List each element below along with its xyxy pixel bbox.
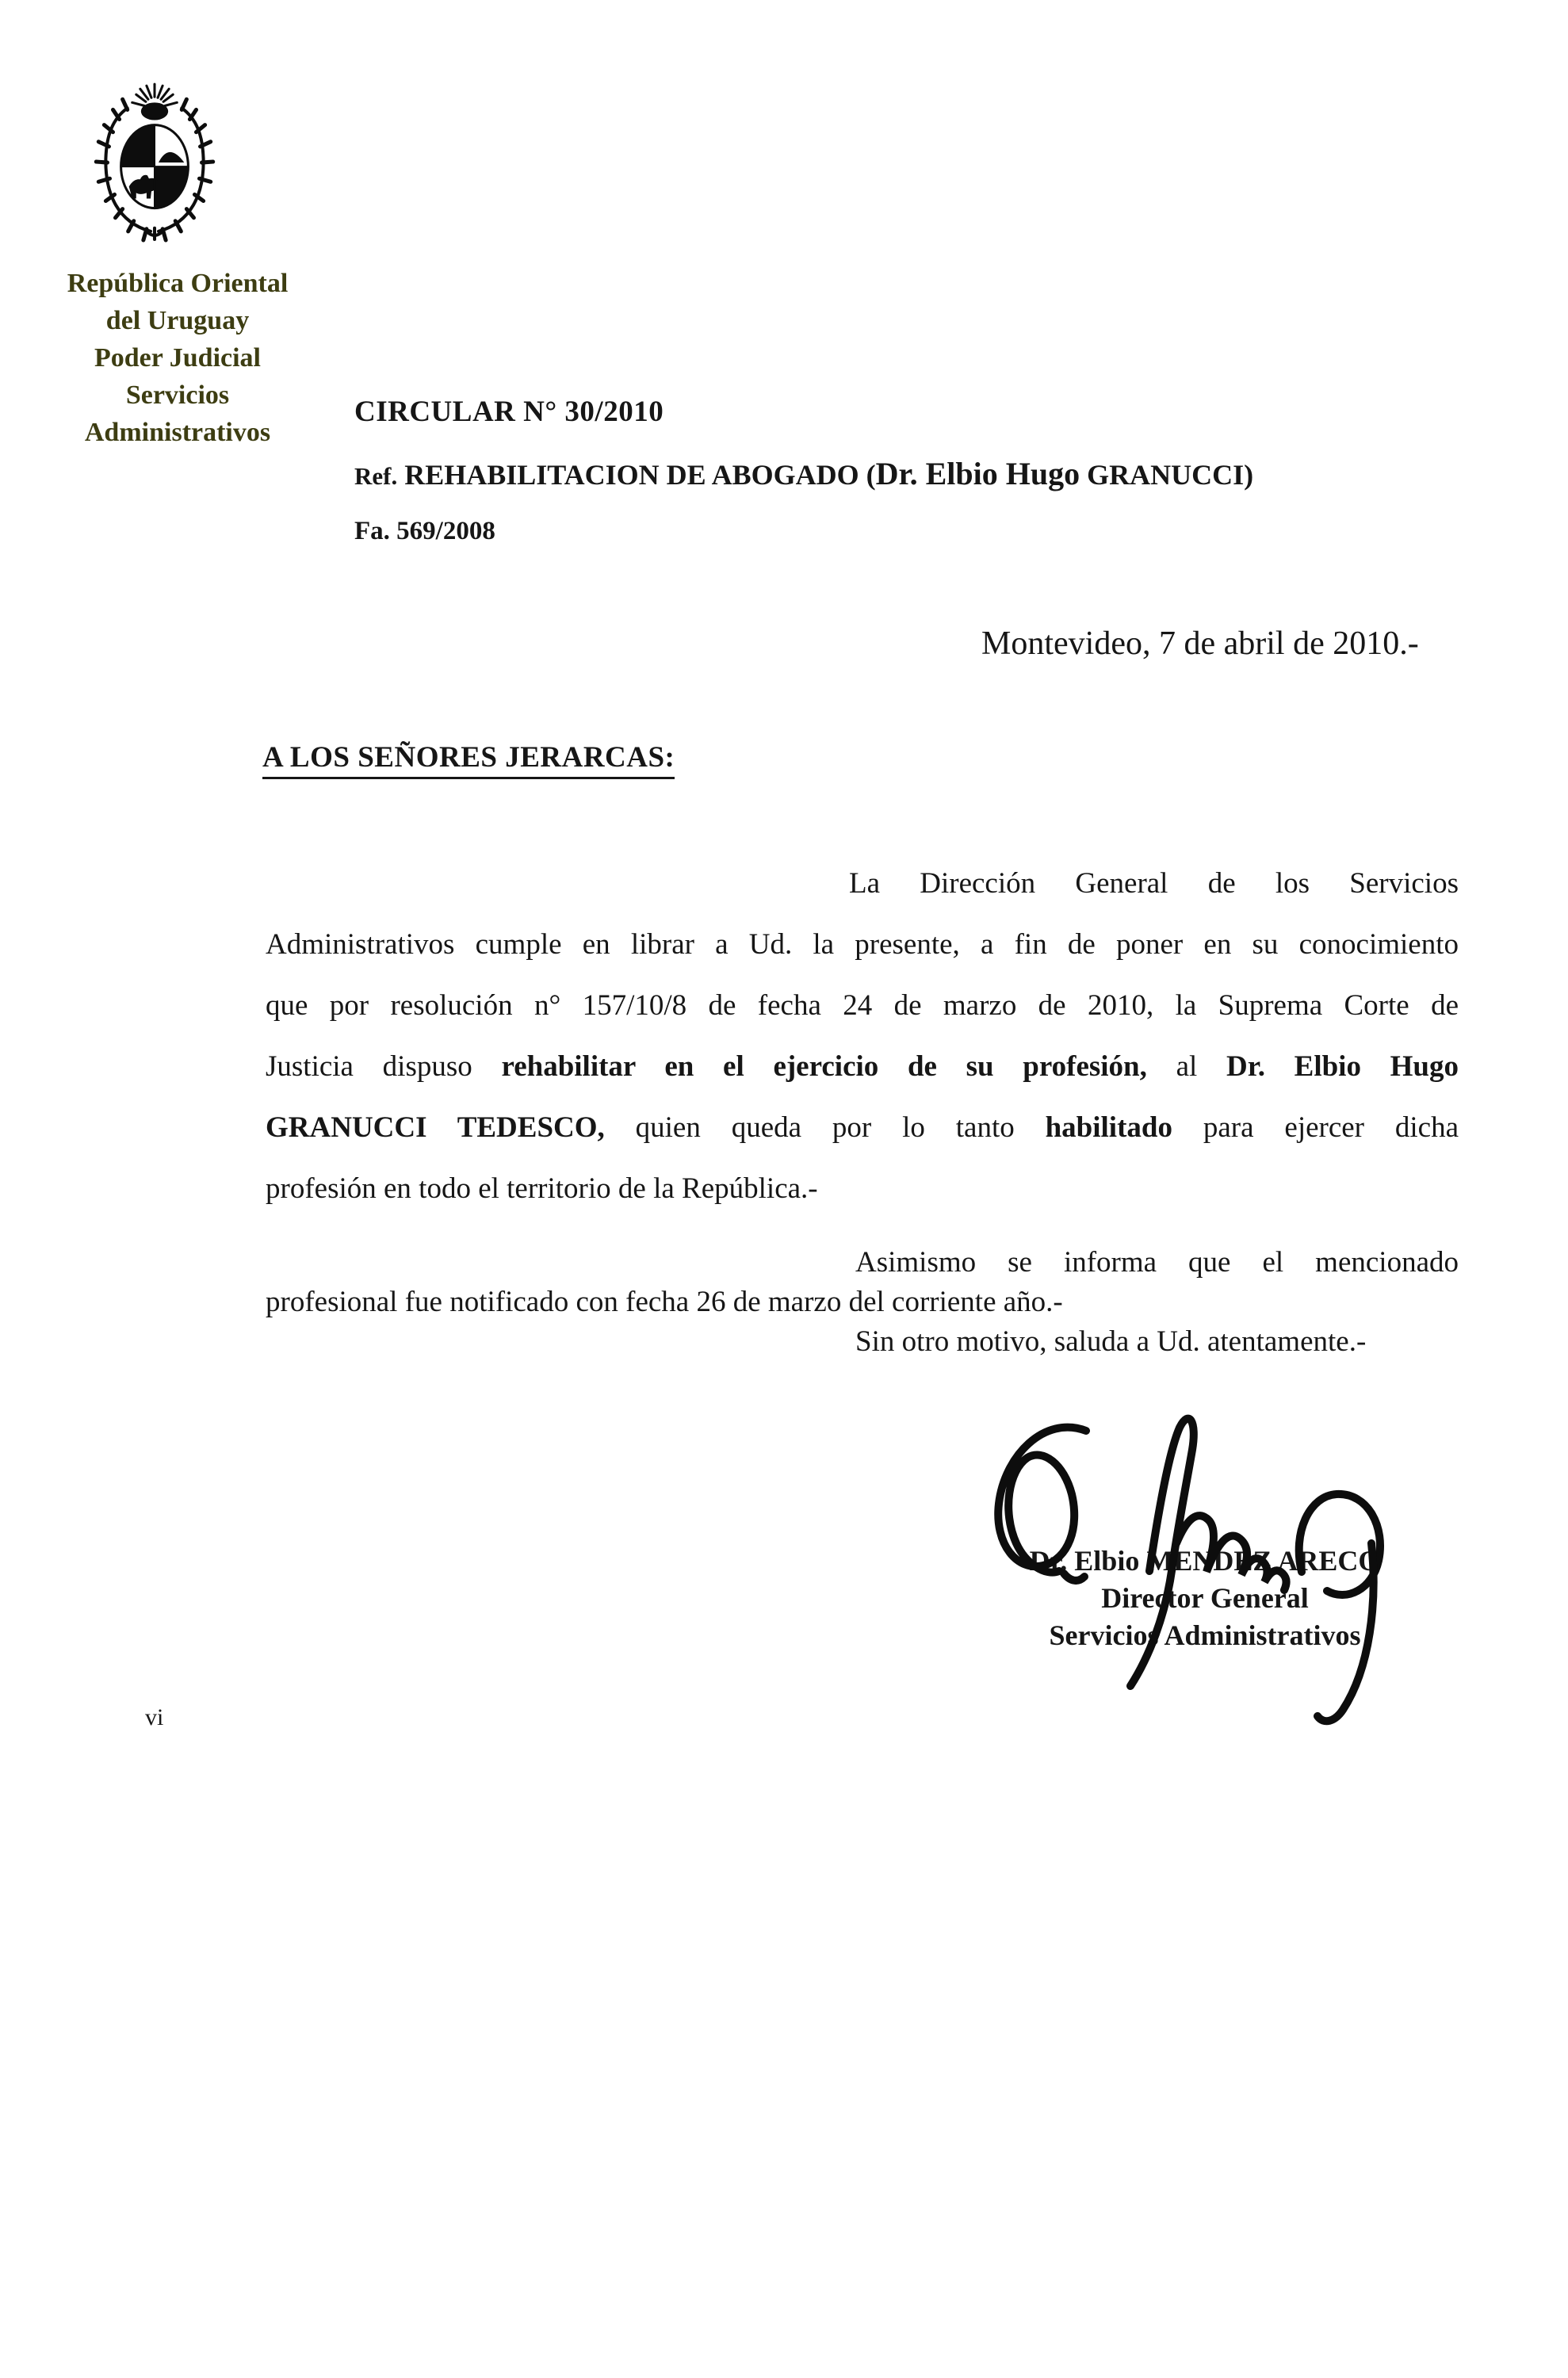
body-text-bold: GRANUCCI TEDESCO, <box>266 1111 605 1144</box>
letter-body <box>266 853 1459 1362</box>
body-text: que por resolución n° 157/10/8 de fecha 24 de marzo de 2010, la Suprema Corte de <box>266 989 1459 1022</box>
uruguay-coat-of-arms-icon <box>82 75 227 243</box>
org-name-block <box>30 265 325 451</box>
signature-block <box>973 1543 1436 1654</box>
reference-subject: REHABILITACION DE ABOGADO ( <box>397 459 876 491</box>
body-line <box>266 1097 1459 1158</box>
body-line <box>266 1322 1459 1362</box>
body-text: Justicia dispuso <box>266 1050 502 1083</box>
salutation: A LOS SEÑORES JERARCAS: <box>262 740 675 779</box>
org-line: del Uruguay <box>105 306 250 335</box>
body-line <box>266 1036 1459 1097</box>
signatory-title: Director General <box>1101 1582 1309 1614</box>
lawyer-name: Dr. Elbio Hugo <box>875 456 1080 491</box>
reference-line <box>354 455 1253 492</box>
body-text-bold: Dr. Elbio Hugo <box>1226 1050 1459 1083</box>
reference-label: Ref. <box>354 462 398 490</box>
org-line: Poder Judicial <box>94 343 261 373</box>
body-text: Asimismo se informa que el mencionado <box>855 1246 1459 1279</box>
body-line <box>266 1243 1459 1283</box>
body-text: quien queda por lo tanto <box>604 1111 1046 1144</box>
org-line: República Oriental <box>67 269 289 298</box>
signatory-name: Dr. Elbio MENDEZ ARECO <box>1029 1545 1381 1577</box>
body-text-bold: habilitado <box>1045 1111 1172 1144</box>
date-line: Montevideo, 7 de abril de 2010.- <box>981 625 1419 662</box>
org-line: Administrativos <box>84 418 271 447</box>
circular-number: CIRCULAR N° 30/2010 <box>354 396 664 428</box>
body-line <box>266 975 1459 1036</box>
body-text: La Dirección General de los Servicios <box>849 867 1459 900</box>
paragraph-2 <box>266 1243 1459 1362</box>
body-text: profesional fue notificado con fecha 26 de marzo del corriente año.- <box>266 1286 1063 1318</box>
clerk-initials: vi <box>145 1704 164 1730</box>
file-reference: Fa. 569/2008 <box>354 517 495 545</box>
signatory-office: Servicios Administrativos <box>1049 1619 1361 1651</box>
body-text-bold: rehabilitar en el ejercicio de su profesión, <box>501 1050 1147 1083</box>
body-line <box>266 1283 1459 1322</box>
body-text: al <box>1146 1050 1226 1083</box>
body-line <box>266 1158 1459 1219</box>
paragraph-1 <box>266 853 1459 1219</box>
body-text: Sin otro motivo, saluda a Ud. atentamente.- <box>855 1325 1367 1358</box>
body-text: profesión en todo el territorio de la República.- <box>266 1172 818 1205</box>
body-text: para ejercer dicha <box>1172 1111 1459 1144</box>
lawyer-surname: GRANUCCI) <box>1080 459 1254 491</box>
body-text: Administrativos cumple en librar a Ud. la presente, a fin de poner en su conocimiento <box>266 928 1459 961</box>
body-line <box>266 914 1459 975</box>
org-line: Servicios <box>125 380 230 410</box>
body-line <box>266 853 1459 914</box>
